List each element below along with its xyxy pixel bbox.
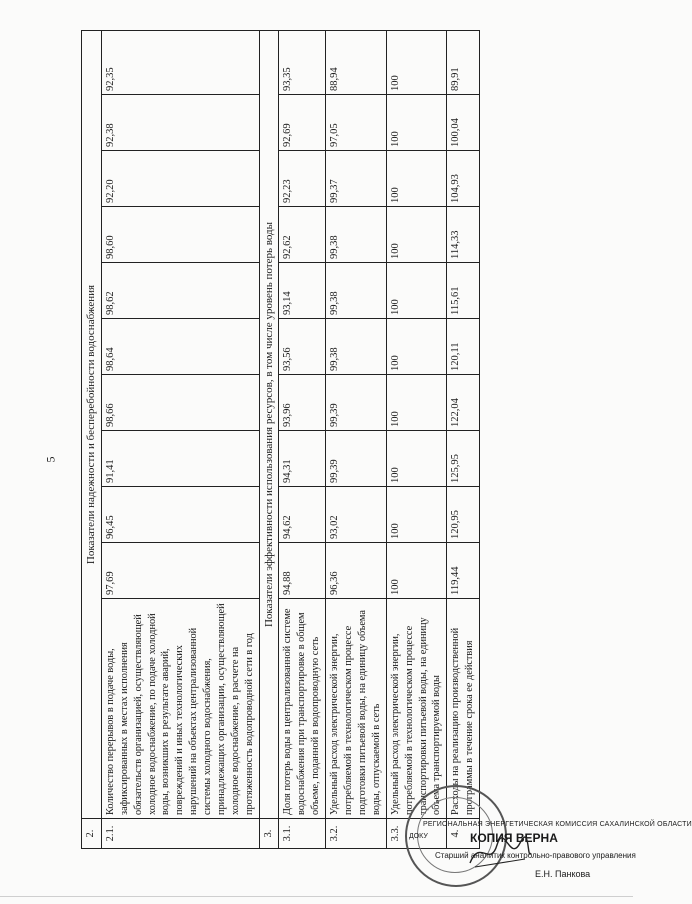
value-cell: 100: [386, 487, 447, 543]
value-cell: 93,02: [326, 487, 387, 543]
row-index: 3.3.: [386, 819, 447, 849]
value-cell: 99,38: [326, 207, 387, 263]
value-cell: 99,38: [326, 263, 387, 319]
row-index: 3.2.: [326, 819, 387, 849]
indicator-row: [101, 31, 259, 849]
value-cell: 125,95: [447, 431, 480, 487]
indicator-row: [326, 31, 387, 849]
stamp-position: Старший аналитик контрольно-правового управления: [435, 851, 636, 860]
section-title: Показатели надежности и бесперебойности водоснабжения: [82, 31, 102, 819]
row-index: 4.: [447, 819, 480, 849]
value-cell: 100: [386, 319, 447, 375]
page-number: 5: [43, 456, 58, 463]
value-cell: 92,23: [279, 151, 326, 207]
value-cell: 120,95: [447, 487, 480, 543]
value-cell: 97,05: [326, 95, 387, 151]
certification-stamp: [405, 785, 692, 895]
value-cell: 91,41: [101, 431, 259, 487]
indicator-row: [386, 31, 447, 849]
value-cell: 98,60: [101, 207, 259, 263]
indicator-row: [279, 31, 326, 849]
stamp-signer-name: Е.Н. Панкова: [535, 869, 591, 879]
section-row: [82, 31, 102, 849]
value-cell: 92,62: [279, 207, 326, 263]
value-cell: 94,88: [279, 543, 326, 599]
value-cell: 100: [386, 263, 447, 319]
value-cell: 100: [386, 95, 447, 151]
value-cell: 94,31: [279, 431, 326, 487]
value-cell: 120,11: [447, 319, 480, 375]
stamp-organization: РЕГИОНАЛЬНАЯ ЭНЕРГЕТИЧЕСКАЯ КОМИССИЯ САХАЛИНСКОЙ ОБЛАСТИ: [423, 821, 692, 828]
value-cell: 96,36: [326, 543, 387, 599]
value-cell: 94,62: [279, 487, 326, 543]
section-title: Показатели эффективности использования ресурсов, в том числе уровень потерь воды: [259, 31, 279, 819]
stamp-title: КОПИЯ ВЕРНА: [470, 831, 558, 845]
value-cell: 99,37: [326, 151, 387, 207]
row-index: 3.1.: [279, 819, 326, 849]
section-row: [259, 31, 279, 849]
indicator-description: Удельный расход электрической энергии, потребляемой в технологическом процессе подготовки питьевой воды, на единицу объема воды, отпускаемой в сеть: [326, 599, 387, 819]
value-cell: 92,20: [101, 151, 259, 207]
indicator-description: Количество перерывов в подаче воды, зафиксированных в местах исполнения обязательств организацией, осуществляющей холодное водоснабжение, по подаче холодной воды, возникших в результате аварий, повреждений и иных технологических нарушений на объектах централизованной системы холодного водоснабжения, принадлежащих организации, осуществляющей холодное водоснабжение, в расчете на протяженность водопроводной сети в год: [101, 599, 259, 819]
indicator-description: Доля потерь воды в централизованной системе водоснабжения при транспортировке в общем объеме, поданной в водопроводную сеть: [279, 599, 326, 819]
value-cell: 96,45: [101, 487, 259, 543]
value-cell: 122,04: [447, 375, 480, 431]
value-cell: 114,33: [447, 207, 480, 263]
value-cell: 93,14: [279, 263, 326, 319]
value-cell: 99,38: [326, 319, 387, 375]
value-cell: 97,69: [101, 543, 259, 599]
indicators-table: [81, 30, 480, 849]
value-cell: 98,64: [101, 319, 259, 375]
value-cell: 100: [386, 207, 447, 263]
value-cell: 100: [386, 31, 447, 95]
value-cell: 99,39: [326, 431, 387, 487]
value-cell: 115,61: [447, 263, 480, 319]
value-cell: 119,44: [447, 543, 480, 599]
value-cell: 93,35: [279, 31, 326, 95]
rotated-table-wrapper: [81, 31, 639, 849]
stamp-doc-label: ДОКУ: [409, 833, 428, 840]
row-index: 2.: [82, 819, 102, 849]
value-cell: 100: [386, 431, 447, 487]
value-cell: 93,96: [279, 375, 326, 431]
value-cell: 100: [386, 543, 447, 599]
value-cell: 89,91: [447, 31, 480, 95]
value-cell: 99,39: [326, 375, 387, 431]
value-cell: 98,62: [101, 263, 259, 319]
row-index: 2.1.: [101, 819, 259, 849]
value-cell: 104,93: [447, 151, 480, 207]
value-cell: 92,35: [101, 31, 259, 95]
value-cell: 88,94: [326, 31, 387, 95]
value-cell: 92,38: [101, 95, 259, 151]
indicator-description: Удельный расход электрической энергии, потребляемой в технологическом процессе транспортировки питьевой воды, на единицу объема транспортируемой воды: [386, 599, 447, 819]
indicator-row: [447, 31, 480, 849]
indicator-description: Расходы на реализацию производственной программы в течение срока ее действия: [447, 599, 480, 819]
value-cell: 100: [386, 151, 447, 207]
scan-edge-line: [0, 896, 633, 897]
value-cell: 100: [386, 375, 447, 431]
value-cell: 92,69: [279, 95, 326, 151]
row-index: 3.: [259, 819, 279, 849]
signature-icon: [465, 833, 535, 873]
value-cell: 100,04: [447, 95, 480, 151]
value-cell: 98,66: [101, 375, 259, 431]
value-cell: 93,56: [279, 319, 326, 375]
